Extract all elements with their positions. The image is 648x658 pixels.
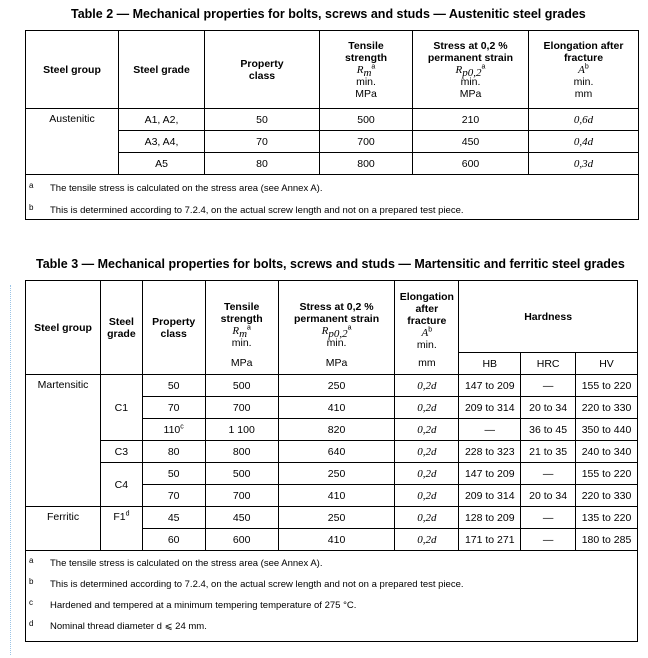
t3-stress: 640 (278, 441, 395, 463)
t3-tensile: 800 (205, 441, 278, 463)
t2-elong: 0,6d (529, 109, 639, 131)
t3-hb: 171 to 271 (459, 529, 521, 551)
t3-grade-f1: F1$^d$ (101, 507, 143, 551)
t2-class: 70 (205, 131, 320, 153)
t3-class: 45 (142, 507, 205, 529)
t3-footnote-mark: b (29, 577, 34, 586)
t3-header-hrc: HRC (521, 353, 576, 375)
t3-footnote-text: The tensile stress is calculated on the stress area (see Annex A). (50, 558, 323, 569)
t3-hb: 209 to 314 (459, 485, 521, 507)
t3-elong: 0,2d (395, 397, 459, 419)
t3-hv: 155 to 220 (576, 463, 638, 485)
t3-stress: 410 (278, 529, 395, 551)
t3-hb: 128 to 209 (459, 507, 521, 529)
t3-unit-stress: MPa (278, 353, 395, 375)
t2-stress: 600 (413, 153, 529, 175)
t3-class: 80 (142, 441, 205, 463)
t3-hrc: — (521, 507, 576, 529)
t3-hrc: — (521, 529, 576, 551)
t3-hrc: 36 to 45 (521, 419, 576, 441)
t3-elong: 0,2d (395, 507, 459, 529)
t3-stress: 250 (278, 507, 395, 529)
t2-stress: 210 (413, 109, 529, 131)
table-row (26, 441, 638, 463)
t3-hb: — (459, 419, 521, 441)
page-edge-guide (10, 285, 13, 655)
table-row (26, 507, 638, 529)
t3-hv: 180 to 285 (576, 529, 638, 551)
t3-hb: 147 to 209 (459, 375, 521, 397)
t3-elong: 0,2d (395, 375, 459, 397)
t3-stress: 410 (278, 485, 395, 507)
t3-hrc: 20 to 34 (521, 397, 576, 419)
t3-hv: 220 to 330 (576, 485, 638, 507)
t3-elong: 0,2d (395, 463, 459, 485)
t3-stress: 250 (278, 375, 395, 397)
t3-header-stress: Stress at 0,2 % permanent strain $R_{p0,2}^a$ min. (278, 281, 395, 353)
t3-footnote-text: Hardened and tempered at a minimum tempering temperature of 275 °C. (50, 600, 357, 611)
t3-tensile: 500 (205, 375, 278, 397)
t2-class: 80 (205, 153, 320, 175)
t3-hv: 135 to 220 (576, 507, 638, 529)
t3-hb: 147 to 209 (459, 463, 521, 485)
t3-group-ferritic: Ferritic (26, 507, 101, 551)
t3-header-hv: HV (576, 353, 638, 375)
t2-tensile: 500 (320, 109, 413, 131)
t2-tensile: 800 (320, 153, 413, 175)
t3-group-martensitic: Martensitic (26, 375, 101, 507)
t3-tensile: 600 (205, 529, 278, 551)
t3-class: 110$^c$ (142, 419, 205, 441)
t3-grade-c3: C3 (101, 441, 143, 463)
t3-class: 50 (142, 375, 205, 397)
t2-footnote-text: This is determined according to 7.2.4, on the actual screw length and not on a prepared test piece. (50, 205, 464, 216)
t3-tensile: 450 (205, 507, 278, 529)
t3-hv: 155 to 220 (576, 375, 638, 397)
t3-hv: 240 to 340 (576, 441, 638, 463)
t2-header-elongation: Elongation after fracture $A^b$ min. mm (529, 31, 639, 109)
t3-grade-c4: C4 (101, 463, 143, 507)
t2-header-tensile: Tensile strength $R_m^a$ min. MPa (320, 31, 413, 109)
t3-tensile: 700 (205, 397, 278, 419)
t3-elong: 0,2d (395, 441, 459, 463)
t3-elong: 0,2d (395, 485, 459, 507)
t2-header-property-class: Property class (205, 31, 320, 109)
t3-tensile: 500 (205, 463, 278, 485)
t2-footnote-text: The tensile stress is calculated on the stress area (see Annex A). (50, 183, 323, 194)
t3-header-elongation: Elongation after fracture $A^b$ min. (395, 281, 459, 353)
t3-hv: 220 to 330 (576, 397, 638, 419)
t3-header-tensile: Tensile strength $R_m^a$ min. (205, 281, 278, 353)
t3-elong: 0,2d (395, 419, 459, 441)
t3-stress: 250 (278, 463, 395, 485)
t3-footnote-text: Nominal thread diameter d ⩽ 24 mm. (50, 621, 207, 632)
t2-footnote-mark: b (29, 203, 34, 212)
t2-elong: 0,3d (529, 153, 639, 175)
t2-header-steel-group: Steel group (26, 31, 119, 109)
t3-hv: 350 to 440 (576, 419, 638, 441)
t3-unit-elongation: mm (395, 353, 459, 375)
table3 (25, 280, 638, 642)
t2-grade: A1, A2, (119, 109, 205, 131)
table3-title: Table 3 — Mechanical properties for bolts, screws and studs — Martensitic and ferritic steel grades (36, 257, 625, 271)
t3-class: 70 (142, 397, 205, 419)
t3-header-property-class: Property class (142, 281, 205, 375)
t3-unit-tensile: MPa (205, 353, 278, 375)
t3-class: 50 (142, 463, 205, 485)
t3-elong: 0,2d (395, 529, 459, 551)
t3-header-steel-group: Steel group (26, 281, 101, 375)
t3-hb: 209 to 314 (459, 397, 521, 419)
t2-footnotes (26, 175, 639, 220)
t3-footnotes (26, 551, 638, 642)
t2-stress: 450 (413, 131, 529, 153)
t2-tensile: 700 (320, 131, 413, 153)
table-row (26, 109, 639, 131)
t2-grade: A3, A4, (119, 131, 205, 153)
t3-footnote-mark: a (29, 556, 34, 565)
table2-title: Table 2 — Mechanical properties for bolts, screws and studs — Austenitic steel grades (71, 7, 586, 21)
t3-hb: 228 to 323 (459, 441, 521, 463)
t3-class: 70 (142, 485, 205, 507)
t2-elong: 0,4d (529, 131, 639, 153)
t2-footnote-mark: a (29, 181, 34, 190)
t2-header-steel-grade: Steel grade (119, 31, 205, 109)
t3-hrc: — (521, 463, 576, 485)
t2-grade: A5 (119, 153, 205, 175)
t2-header-stress: Stress at 0,2 % permanent strain $R_{p0,2}^a$ min. MPa (413, 31, 529, 109)
t2-class: 50 (205, 109, 320, 131)
t3-header-steel-grade: Steel grade (101, 281, 143, 375)
t3-hrc: — (521, 375, 576, 397)
t2-group-austenitic: Austenitic (26, 109, 119, 175)
t3-header-hb: HB (459, 353, 521, 375)
t3-hrc: 20 to 34 (521, 485, 576, 507)
t3-footnote-mark: d (29, 619, 34, 628)
t3-stress: 820 (278, 419, 395, 441)
t3-class: 60 (142, 529, 205, 551)
t3-footnote-text: This is determined according to 7.2.4, on the actual screw length and not on a prepared test piece. (50, 579, 464, 590)
t3-tensile: 1 100 (205, 419, 278, 441)
t3-grade-c1: C1 (101, 375, 143, 441)
t3-hrc: 21 to 35 (521, 441, 576, 463)
table-row (26, 375, 638, 397)
t3-tensile: 700 (205, 485, 278, 507)
t3-stress: 410 (278, 397, 395, 419)
t3-footnote-mark: c (29, 598, 33, 607)
table2 (25, 30, 639, 220)
table-row (26, 463, 638, 485)
t3-header-hardness: Hardness (459, 281, 638, 353)
